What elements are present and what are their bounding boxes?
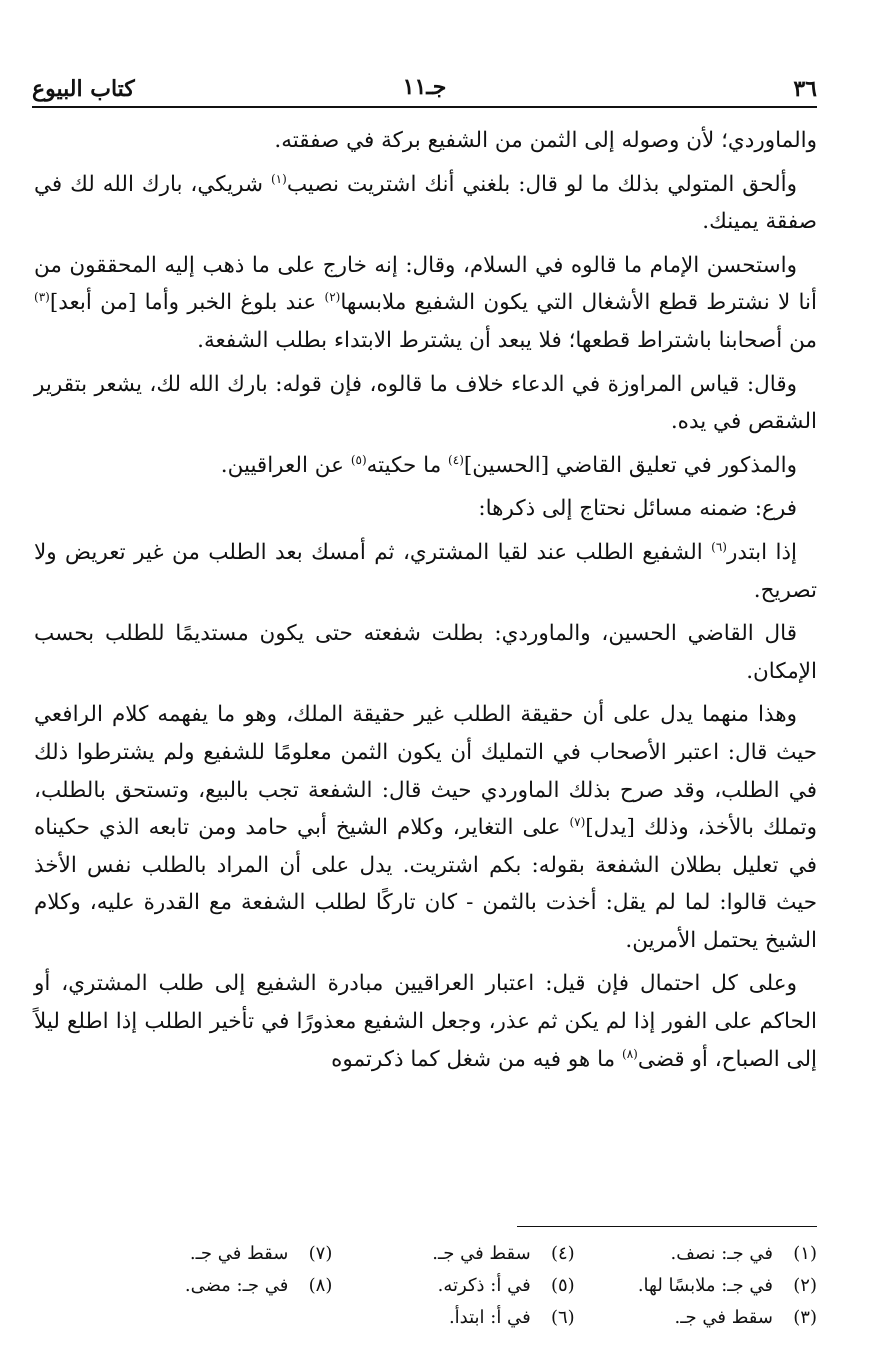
footnote-number: (٤) <box>550 1243 575 1264</box>
footnote <box>372 1238 574 1270</box>
book-title: كتاب البيوع <box>32 76 135 102</box>
text-run: عن العراقيين. <box>220 452 351 478</box>
text-run: عند بلوغ الخبر وأما [من أبعد] <box>49 290 325 316</box>
text-run: ما حكيته <box>366 452 449 478</box>
text-run: من أصحابنا باشتراط قطعها؛ فلا يبعد أن يشترط الابتداء بطلب الشفعة. <box>197 327 817 353</box>
text-run: إذا ابتدر <box>726 539 797 565</box>
paragraph <box>34 447 817 485</box>
footnote-number: (١) <box>793 1243 817 1264</box>
footnote-text: في أ: ذكرته. <box>437 1275 531 1296</box>
footnote <box>615 1270 817 1302</box>
footnote <box>372 1270 574 1302</box>
paragraph <box>34 965 817 1078</box>
footnote-number: (٧) <box>308 1243 333 1264</box>
footnote <box>615 1238 817 1270</box>
footnote-marker[interactable]: (٧) <box>569 814 586 829</box>
text-run: الشفيع الطلب عند لقيا المشتري، ثم أمسك بعد الطلب من غير تعريض ولا تصريح. <box>34 539 817 603</box>
footnote <box>615 1302 817 1334</box>
footnote-text: في جـ: نصف. <box>670 1243 773 1264</box>
text-run: والماوردي؛ لأن وصوله إلى الثمن من الشفيع بركة في صفقته. <box>274 128 817 153</box>
page-number: ٣٦ <box>793 76 817 102</box>
page-header <box>32 62 817 108</box>
footnote-text: في جـ: مضى. <box>184 1275 289 1296</box>
paragraph <box>34 615 817 690</box>
footnote-number: (٨) <box>308 1275 333 1296</box>
footnote-column <box>130 1238 332 1334</box>
footnote-marker[interactable]: (٣) <box>34 290 50 305</box>
volume-label: جـ١١ <box>402 74 447 100</box>
text-run: واستحسن الإمام ما قالوه في السلام، وقال: إنه خارج على ما ذهب إليه المحققون من أنا لا نشترط قطع الأشغال التي يكون الشفيع ملابسها <box>34 252 817 316</box>
footnote-text: في أ: ابتدأ. <box>448 1307 531 1328</box>
footnote-number: (٥) <box>550 1275 575 1296</box>
text-run: وهذا منهما يدل على أن حقيقة الطلب غير حقيقة الملك، وهو ما يفهمه كلام الرافعي حيث قال: اعتبر الأصحاب في التمليك أن يكون الثمن معلومًا للشفيع ولم يشترطوا ذلك في الطلب، وقد صرح بذلك الماوردي حيث قال: الشفعة تجب بالبيع، وتستحق بالطلب، وتملك بالأخذ، وذلك [يدل] <box>34 702 817 841</box>
footnote-marker[interactable]: (٥) <box>350 452 367 467</box>
text-run: على التغاير، وكلام الشيخ أبي حامد ومن تابعه الذي حكيناه في تعليل بطلان الشفعة بقوله: بكم اشتريت. يدل على أن المراد بالطلب نفس الأخذ حيث قالوا: لما لم يقل: أخذت بالثمن - كان تاركًا لطلب الشفعة مع القدرة عليه، وكلام الشيخ يحتمل الأمرين. <box>34 815 817 953</box>
footnote-marker[interactable]: (١) <box>270 171 287 186</box>
text-run: والمذكور في تعليق القاضي [الحسين] <box>463 452 797 478</box>
footnote-column <box>615 1238 817 1334</box>
footnote-marker[interactable]: (٢) <box>324 290 341 305</box>
paragraph <box>34 247 817 360</box>
paragraph <box>34 166 817 241</box>
footnote-text: سقط في جـ. <box>189 1243 289 1264</box>
text-run: وألحق المتولي بذلك ما لو قال: بلغني أنك اشتريت نصيب <box>286 171 797 197</box>
footnote <box>372 1302 574 1334</box>
text-run: ما هو فيه من شغل كما ذكرتموه <box>331 1046 622 1072</box>
footnote-divider <box>517 1226 817 1227</box>
text-run: وعلى كل احتمال فإن قيل: اعتبار العراقيين مبادرة الشفيع إلى طلب المشتري، أو الحاكم على الفور إذا لم يكن ثم عذر، وجعل الشفيع معذورًا في تأخير الطلب إذا اطلع ليلاً إلى الصباح، أو قضى <box>34 971 817 1072</box>
footnote-column <box>372 1238 574 1334</box>
text-run: شريكي، بارك الله لك في صفقة يمينك. <box>34 171 817 235</box>
footnote-marker[interactable]: (٨) <box>622 1046 638 1061</box>
paragraph <box>34 490 817 528</box>
text-run: قال القاضي الحسين، والماوردي: بطلت شفعته حتى يكون مستديمًا للطلب بحسب الإمكان. <box>34 621 817 684</box>
main-text <box>34 122 817 1084</box>
footnote-number: (٢) <box>793 1275 817 1296</box>
footnote <box>130 1238 332 1270</box>
footnotes <box>130 1238 817 1334</box>
footnote-number: (٦) <box>550 1307 575 1328</box>
footnote-text: في جـ: ملابسًا لها. <box>637 1275 773 1296</box>
footnote-text: سقط في جـ. <box>674 1307 773 1328</box>
footnote <box>130 1270 332 1302</box>
paragraph <box>34 366 817 441</box>
paragraph <box>34 534 817 609</box>
footnote-marker[interactable]: (٦) <box>711 539 727 554</box>
paragraph <box>34 122 817 160</box>
footnote-marker[interactable]: (٤) <box>448 452 464 467</box>
text-run: وقال: قياس المراوزة في الدعاء خلاف ما قالوه، فإن قوله: بارك الله لك، يشعر بتقرير الشقص في يده. <box>34 371 817 435</box>
paragraph <box>34 696 817 959</box>
footnote-number: (٣) <box>793 1307 817 1328</box>
text-run: فرع: ضمنه مسائل نحتاج إلى ذكرها: <box>478 496 797 522</box>
footnote-text: سقط في جـ. <box>432 1243 531 1264</box>
